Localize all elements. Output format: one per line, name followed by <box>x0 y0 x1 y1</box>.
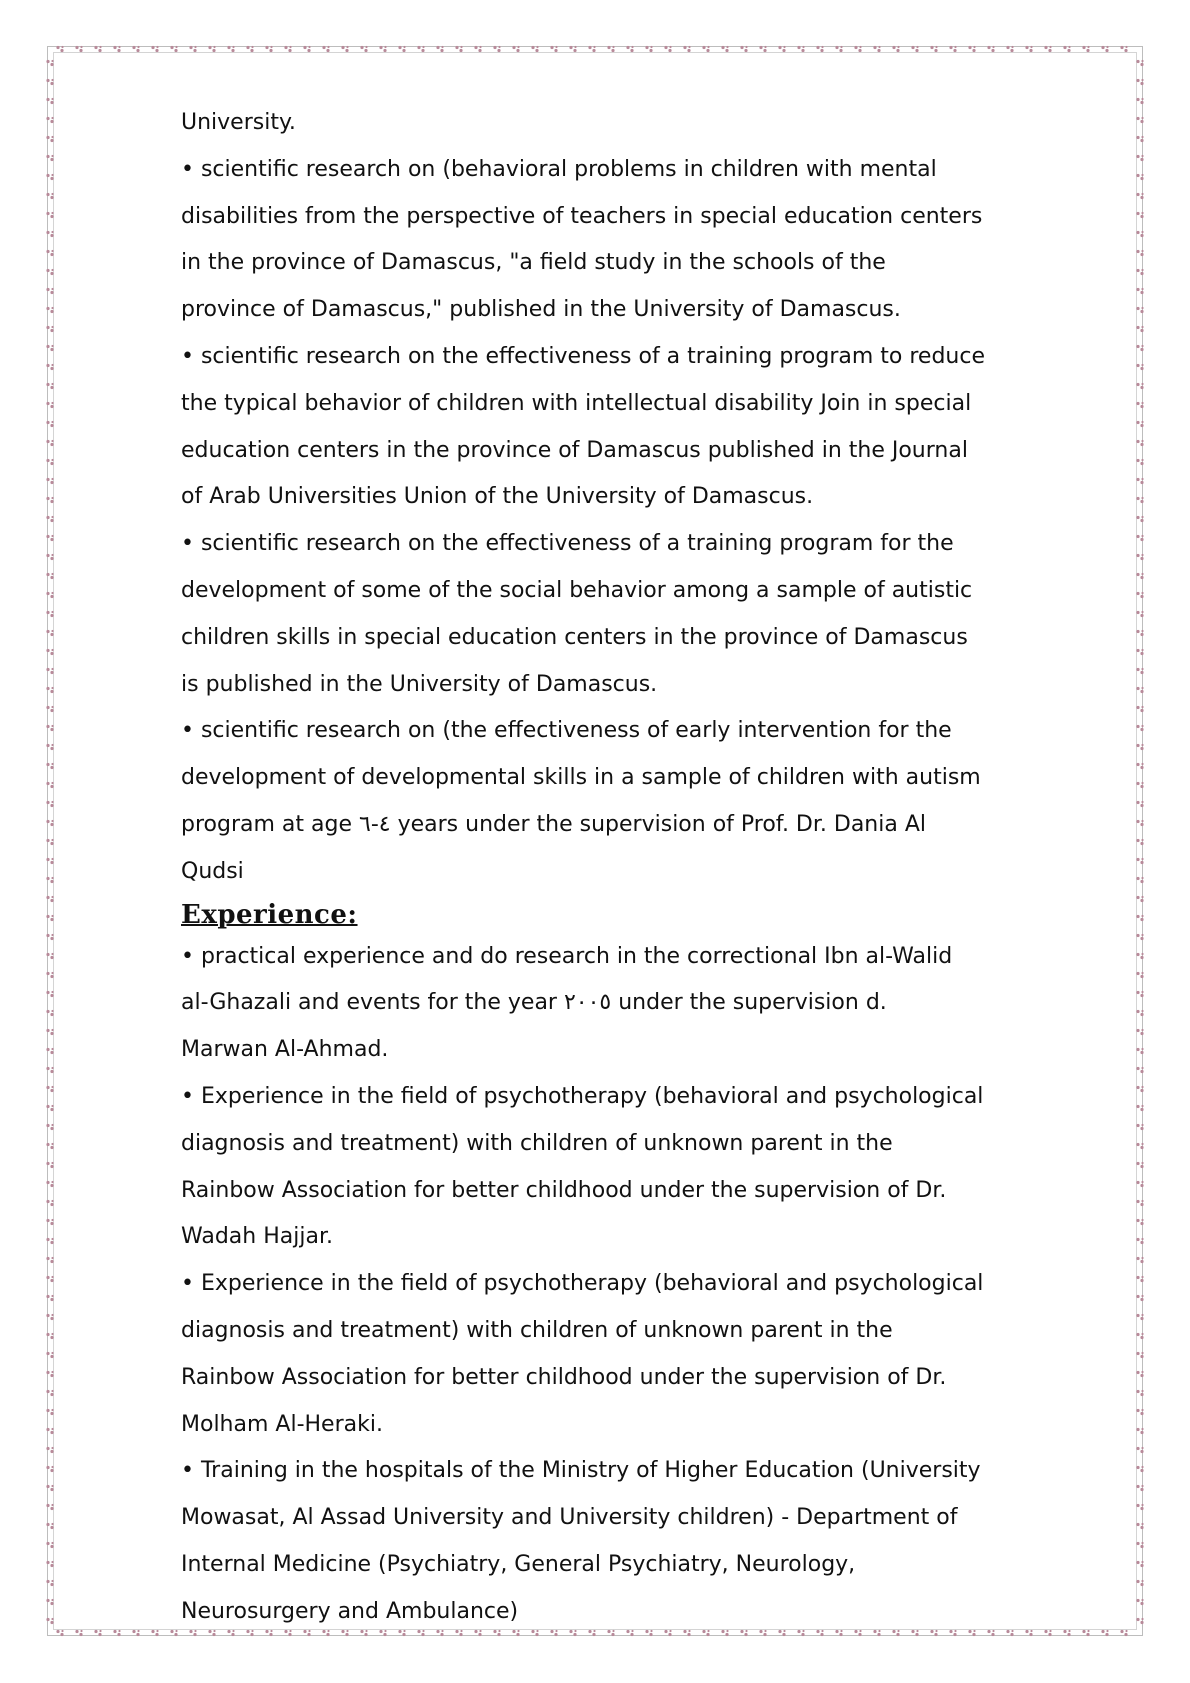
research-line: development of developmental skills in a sample of children with autism <box>181 765 981 791</box>
border-ornament <box>151 46 158 52</box>
border-ornament <box>1136 1599 1143 1605</box>
border-ornament <box>569 46 576 52</box>
border-ornament <box>46 820 53 826</box>
border-ornament <box>1136 1371 1143 1377</box>
border-ornament <box>1136 877 1143 883</box>
border-ornament <box>1136 60 1143 66</box>
border-ornament <box>46 744 53 750</box>
border-ornament <box>46 1314 53 1320</box>
border-ornament <box>1006 46 1013 52</box>
border-ornament <box>1136 1447 1143 1453</box>
border-ornament <box>1136 1295 1143 1301</box>
border-ornament <box>94 1630 101 1636</box>
border-ornament <box>1136 307 1143 313</box>
border-ornament <box>1136 801 1143 807</box>
border-ornament <box>1136 478 1143 484</box>
border-ornament <box>46 649 53 655</box>
border-ornament <box>46 725 53 731</box>
border-ornament <box>911 46 918 52</box>
research-line: • scientific research on (the effectiveness of early intervention for the <box>181 718 952 744</box>
border-ornament <box>46 592 53 598</box>
border-ornament <box>1136 193 1143 199</box>
border-ornament <box>702 46 709 52</box>
border-ornament <box>46 136 53 142</box>
border-ornament <box>1136 345 1143 351</box>
border-ornament <box>1136 1485 1143 1491</box>
border-ornament <box>968 46 975 52</box>
border-ornament <box>46 611 53 617</box>
border-ornament <box>1063 46 1070 52</box>
border-ornament <box>46 991 53 997</box>
border-ornament <box>436 46 443 52</box>
border-ornament <box>113 1630 120 1636</box>
border-ornament <box>1136 630 1143 636</box>
border-ornament <box>132 1630 139 1636</box>
border-ornament <box>46 668 53 674</box>
border-ornament <box>46 1371 53 1377</box>
border-ornament <box>46 1333 53 1339</box>
border-ornament <box>1136 1352 1143 1358</box>
border-ornament <box>1136 1390 1143 1396</box>
border-ornament <box>1136 1466 1143 1472</box>
border-ornament <box>1136 250 1143 256</box>
border-ornament <box>1136 1029 1143 1035</box>
border-ornament <box>1136 1181 1143 1187</box>
border-ornament <box>1120 46 1127 52</box>
border-ornament <box>1136 858 1143 864</box>
border-ornament <box>189 46 196 52</box>
border-ornament <box>1136 1542 1143 1548</box>
border-ornament <box>46 915 53 921</box>
border-ornament <box>46 1447 53 1453</box>
document-body <box>181 100 1031 1636</box>
border-ornament <box>1136 1257 1143 1263</box>
border-ornament <box>46 516 53 522</box>
border-ornament <box>1136 1504 1143 1510</box>
border-ornament <box>46 782 53 788</box>
border-ornament <box>1136 1561 1143 1567</box>
experience-line: Molham Al-Heraki. <box>181 1411 383 1437</box>
border-ornament <box>46 421 53 427</box>
research-line: education centers in the province of Damascus published in the Journal <box>181 437 968 463</box>
border-ornament <box>56 1630 63 1636</box>
border-ornament <box>227 46 234 52</box>
border-ornament <box>1136 1314 1143 1320</box>
border-ornament <box>46 972 53 978</box>
border-ornament <box>46 79 53 85</box>
border-ornament <box>1136 231 1143 237</box>
research-line: University. <box>181 110 296 135</box>
experience-line: Rainbow Association for better childhood under the supervision of Dr. <box>181 1177 947 1203</box>
border-ornament <box>1136 364 1143 370</box>
border-ornament <box>46 459 53 465</box>
border-ornament <box>46 630 53 636</box>
experience-line: Mowasat, Al Assad University and University children) - Department of <box>181 1505 958 1531</box>
border-ornament <box>46 706 53 712</box>
border-ornament <box>46 1485 53 1491</box>
border-ornament <box>816 46 823 52</box>
border-ornament <box>46 1143 53 1149</box>
border-ornament <box>1136 649 1143 655</box>
border-ornament <box>1025 46 1032 52</box>
border-ornament <box>46 1086 53 1092</box>
experience-line: al-Ghazali and events for the year ٢٠٠٥ under the supervision d. <box>181 990 887 1016</box>
border-ornament <box>1136 1105 1143 1111</box>
border-ornament <box>1136 573 1143 579</box>
border-ornament <box>1136 687 1143 693</box>
border-ornament <box>46 1010 53 1016</box>
border-ornament <box>46 383 53 389</box>
border-ornament <box>1136 1523 1143 1529</box>
experience-line: Wadah Hajjar. <box>181 1224 333 1250</box>
border-ornament <box>1136 98 1143 104</box>
border-ornament <box>1136 934 1143 940</box>
border-ornament <box>284 46 291 52</box>
border-ornament <box>46 554 53 560</box>
border-ornament <box>46 1029 53 1035</box>
border-ornament <box>46 1257 53 1263</box>
border-ornament <box>46 763 53 769</box>
border-ornament <box>1044 46 1051 52</box>
border-ornament <box>46 934 53 940</box>
border-ornament <box>46 1200 53 1206</box>
research-line: program at age ٤-٦ years under the supervision of Prof. Dr. Dania Al <box>181 811 926 837</box>
border-ornament <box>46 1542 53 1548</box>
border-ornament <box>1136 440 1143 446</box>
border-ornament <box>1136 953 1143 959</box>
border-ornament <box>208 46 215 52</box>
border-ornament <box>46 1162 53 1168</box>
border-ornament <box>46 1390 53 1396</box>
border-ornament <box>46 1105 53 1111</box>
border-ornament <box>46 60 53 66</box>
border-ornament <box>1136 497 1143 503</box>
border-ornament <box>626 46 633 52</box>
border-ornament <box>46 174 53 180</box>
border-ornament <box>1136 421 1143 427</box>
border-ornament <box>854 46 861 52</box>
border-ornament <box>455 46 462 52</box>
border-ornament <box>892 46 899 52</box>
border-ornament <box>778 46 785 52</box>
border-ornament <box>1101 46 1108 52</box>
border-ornament <box>1136 383 1143 389</box>
border-ornament <box>1063 1630 1070 1636</box>
border-ornament <box>46 1618 53 1624</box>
border-ornament <box>1136 155 1143 161</box>
border-ornament <box>170 46 177 52</box>
research-line: children skills in special education centers in the province of Damascus <box>181 624 968 650</box>
border-ornament <box>740 46 747 52</box>
border-ornament <box>46 953 53 959</box>
experience-line: Neurosurgery and Ambulance) <box>181 1598 519 1624</box>
border-ornament <box>1136 725 1143 731</box>
border-ornament <box>46 1504 53 1510</box>
border-ornament <box>1044 1630 1051 1636</box>
border-ornament <box>987 46 994 52</box>
border-ornament <box>683 46 690 52</box>
border-ornament <box>1136 1219 1143 1225</box>
border-ornament <box>46 1124 53 1130</box>
border-ornament <box>46 839 53 845</box>
research-line: • scientific research on the effectiveness of a training program for the <box>181 531 954 557</box>
border-ornament <box>1136 592 1143 598</box>
border-ornament <box>1136 1067 1143 1073</box>
border-ornament <box>46 478 53 484</box>
border-ornament <box>46 1561 53 1567</box>
border-ornament <box>46 1580 53 1586</box>
border-ornament <box>341 46 348 52</box>
border-ornament <box>607 46 614 52</box>
border-ornament <box>1136 1428 1143 1434</box>
border-ornament <box>46 1276 53 1282</box>
border-ornament <box>75 46 82 52</box>
border-ornament <box>1136 212 1143 218</box>
border-ornament <box>1136 1162 1143 1168</box>
border-ornament <box>1136 820 1143 826</box>
border-ornament <box>1136 763 1143 769</box>
research-line: disabilities from the perspective of teachers in special education centers <box>181 203 983 229</box>
border-ornament <box>664 46 671 52</box>
border-ornament <box>512 46 519 52</box>
border-ornament <box>1136 706 1143 712</box>
border-ornament <box>721 46 728 52</box>
research-line: the typical behavior of children with intellectual disability Join in special <box>181 390 972 416</box>
border-ornament <box>550 46 557 52</box>
border-ornament <box>46 535 53 541</box>
border-ornament <box>1136 1333 1143 1339</box>
experience-line: diagnosis and treatment) with children of unknown parent in the <box>181 1317 893 1343</box>
border-ornament <box>1082 46 1089 52</box>
border-ornament <box>46 1181 53 1187</box>
border-ornament <box>46 1523 53 1529</box>
border-ornament <box>1136 459 1143 465</box>
border-ornament <box>1136 269 1143 275</box>
border-ornament <box>46 801 53 807</box>
border-ornament <box>1136 1143 1143 1149</box>
border-ornament <box>1136 516 1143 522</box>
border-ornament <box>1136 744 1143 750</box>
border-ornament <box>46 1409 53 1415</box>
border-ornament <box>1136 402 1143 408</box>
research-line: • scientific research on the effectiveness of a training program to reduce <box>181 343 985 369</box>
border-ornament <box>46 155 53 161</box>
border-ornament <box>46 98 53 104</box>
border-ornament <box>46 269 53 275</box>
border-ornament <box>46 1466 53 1472</box>
border-ornament <box>46 497 53 503</box>
border-ornament <box>379 46 386 52</box>
border-ornament <box>1136 554 1143 560</box>
border-ornament <box>1136 1409 1143 1415</box>
border-ornament <box>151 1630 158 1636</box>
border-ornament <box>1136 611 1143 617</box>
border-ornament <box>1136 668 1143 674</box>
research-line: is published in the University of Damascus. <box>181 671 658 697</box>
border-ornament <box>46 1048 53 1054</box>
experience-line: Internal Medicine (Psychiatry, General Psychiatry, Neurology, <box>181 1551 856 1577</box>
border-ornament <box>94 46 101 52</box>
border-ornament <box>1136 782 1143 788</box>
border-ornament <box>46 326 53 332</box>
border-ornament <box>1136 1580 1143 1586</box>
border-ornament <box>46 288 53 294</box>
border-ornament <box>46 1067 53 1073</box>
border-ornament <box>1136 117 1143 123</box>
border-ornament <box>645 46 652 52</box>
border-ornament <box>46 687 53 693</box>
border-ornament <box>46 345 53 351</box>
border-ornament <box>1136 288 1143 294</box>
border-ornament <box>46 212 53 218</box>
border-ornament <box>46 402 53 408</box>
border-ornament <box>46 307 53 313</box>
border-ornament <box>46 1352 53 1358</box>
border-ornament <box>1136 1086 1143 1092</box>
research-section <box>181 100 1031 896</box>
border-ornament <box>1136 1200 1143 1206</box>
research-line: Qudsi <box>181 858 244 884</box>
border-ornament <box>1136 1048 1143 1054</box>
research-line: • scientific research on (behavioral problems in children with mental <box>181 156 937 182</box>
research-line: of Arab Universities Union of the University of Damascus. <box>181 484 814 510</box>
border-ornament <box>873 46 880 52</box>
experience-line: • Experience in the field of psychotherapy (behavioral and psychological <box>181 1083 984 1109</box>
border-ornament <box>46 1238 53 1244</box>
border-ornament <box>1101 1630 1108 1636</box>
border-ornament <box>835 46 842 52</box>
border-ornament <box>398 46 405 52</box>
border-ornament <box>1136 991 1143 997</box>
border-ornament <box>246 46 253 52</box>
border-ornament <box>46 231 53 237</box>
border-ornament <box>46 117 53 123</box>
border-ornament <box>1120 1630 1127 1636</box>
border-ornament <box>46 1599 53 1605</box>
border-ornament <box>46 1295 53 1301</box>
border-ornament <box>132 46 139 52</box>
research-line: development of some of the social behavior among a sample of autistic <box>181 577 973 603</box>
border-ornament <box>1136 972 1143 978</box>
border-ornament <box>46 1428 53 1434</box>
experience-line: • practical experience and do research in the correctional Ibn al-Walid <box>181 943 953 969</box>
border-ornament <box>1136 839 1143 845</box>
border-ornament <box>46 858 53 864</box>
experience-line: • Experience in the field of psychotherapy (behavioral and psychological <box>181 1271 984 1297</box>
border-ornament <box>493 46 500 52</box>
experience-section <box>181 896 1031 1636</box>
border-ornament <box>1136 896 1143 902</box>
border-ornament <box>46 364 53 370</box>
border-ornament <box>1136 915 1143 921</box>
border-ornament <box>56 46 63 52</box>
border-ornament <box>75 1630 82 1636</box>
border-ornament <box>46 573 53 579</box>
border-ornament <box>930 46 937 52</box>
border-ornament <box>1136 1618 1143 1624</box>
border-ornament <box>417 46 424 52</box>
experience-line: diagnosis and treatment) with children of unknown parent in the <box>181 1130 893 1156</box>
research-line: province of Damascus," published in the University of Damascus. <box>181 297 901 323</box>
border-ornament <box>265 46 272 52</box>
border-ornament <box>797 46 804 52</box>
border-ornament <box>46 877 53 883</box>
border-ornament <box>759 46 766 52</box>
border-ornament <box>1136 535 1143 541</box>
border-ornament <box>46 896 53 902</box>
border-ornament <box>1136 174 1143 180</box>
border-ornament <box>46 1219 53 1225</box>
border-ornament <box>113 46 120 52</box>
border-ornament <box>1136 1238 1143 1244</box>
border-ornament <box>949 46 956 52</box>
experience-line: Rainbow Association for better childhood under the supervision of Dr. <box>181 1364 947 1390</box>
border-ornament <box>46 440 53 446</box>
experience-line: Marwan Al-Ahmad. <box>181 1037 389 1063</box>
border-ornament <box>474 46 481 52</box>
border-ornament <box>588 46 595 52</box>
border-ornament <box>170 1630 177 1636</box>
border-ornament <box>531 46 538 52</box>
experience-heading: Experience: <box>181 899 358 930</box>
border-ornament <box>1082 1630 1089 1636</box>
experience-line: • Training in the hospitals of the Ministry of Higher Education (University <box>181 1458 981 1484</box>
research-line: in the province of Damascus, "a field study in the schools of the <box>181 250 886 276</box>
border-ornament <box>46 193 53 199</box>
border-ornament <box>1136 1010 1143 1016</box>
border-ornament <box>1136 79 1143 85</box>
border-ornament <box>1136 326 1143 332</box>
border-ornament <box>360 46 367 52</box>
border-ornament <box>46 250 53 256</box>
border-ornament <box>1136 136 1143 142</box>
border-ornament <box>322 46 329 52</box>
border-ornament <box>1136 1276 1143 1282</box>
border-ornament <box>1136 1124 1143 1130</box>
border-ornament <box>303 46 310 52</box>
